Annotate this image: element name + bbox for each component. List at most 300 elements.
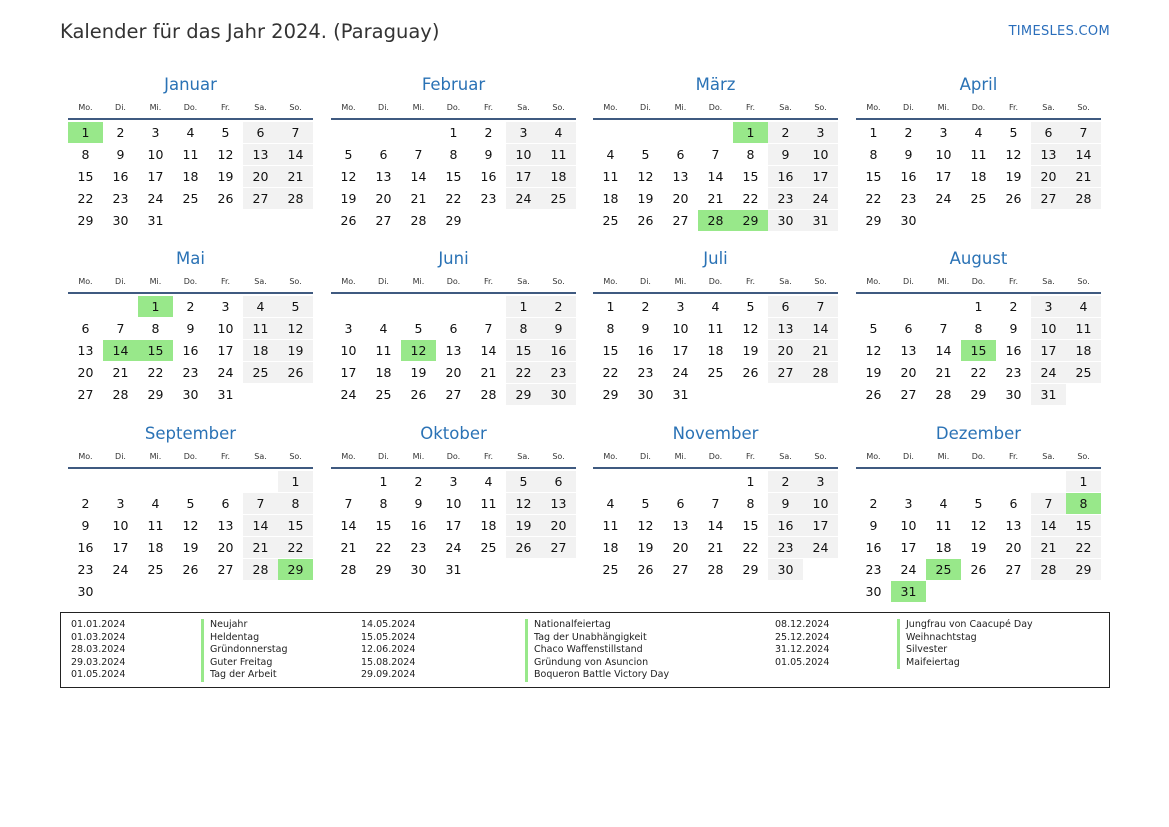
day-cell: 10 bbox=[935, 147, 952, 162]
holiday-date: 08.12.2024 bbox=[775, 619, 830, 630]
day-cell: 4 bbox=[151, 496, 160, 511]
empty-cell bbox=[856, 296, 891, 317]
holiday-name: Chaco Waffenstillstand bbox=[525, 644, 669, 657]
weekday-label: Mo. bbox=[341, 103, 356, 112]
day-cell: 24 bbox=[900, 562, 917, 577]
day-cell: 24 bbox=[112, 562, 129, 577]
day-cell: 7 bbox=[243, 493, 278, 514]
day-cell: 30 bbox=[768, 210, 803, 231]
day-cell: 3 bbox=[904, 496, 913, 511]
day-cell: 3 bbox=[803, 471, 838, 492]
week-row bbox=[856, 122, 1101, 144]
day-cell: 13 bbox=[375, 169, 392, 184]
empty-cell bbox=[366, 122, 401, 143]
day-cell: 2 bbox=[186, 299, 195, 314]
day-cell: 27 bbox=[900, 387, 917, 402]
day-cell: 22 bbox=[602, 365, 619, 380]
weekday-label: Di. bbox=[903, 103, 914, 112]
day-cell: 15 bbox=[445, 169, 462, 184]
day-cell: 30 bbox=[410, 562, 427, 577]
day-cell: 9 bbox=[641, 321, 650, 336]
month-title: Mai bbox=[176, 249, 205, 268]
day-cell: 30 bbox=[768, 559, 803, 580]
day-cell: 4 bbox=[243, 296, 278, 317]
day-cell: 2 bbox=[541, 296, 576, 317]
day-cell: 4 bbox=[484, 474, 493, 489]
day-cell: 1 bbox=[869, 125, 878, 140]
week-row bbox=[331, 362, 576, 384]
day-cell: 21 bbox=[340, 540, 357, 555]
month-juni bbox=[331, 247, 576, 406]
day-cell: 10 bbox=[1031, 318, 1066, 339]
day-cell: 27 bbox=[672, 213, 689, 228]
weekday-label: So. bbox=[289, 452, 302, 461]
day-cell: 2 bbox=[768, 122, 803, 143]
week-row bbox=[856, 471, 1101, 493]
weekday-header bbox=[68, 447, 313, 469]
weekday-label: Sa. bbox=[779, 103, 792, 112]
day-cell: 14 bbox=[278, 144, 313, 165]
week-row bbox=[331, 471, 576, 493]
day-cell: 23 bbox=[768, 537, 803, 558]
empty-cell bbox=[733, 384, 768, 405]
week-row bbox=[593, 559, 838, 581]
day-cell: 6 bbox=[676, 147, 685, 162]
day-cell: 20 bbox=[243, 166, 278, 187]
empty-cell bbox=[926, 581, 961, 602]
weekday-label: Sa. bbox=[1042, 277, 1055, 286]
weekday-label: Mi. bbox=[674, 103, 687, 112]
day-cell: 9 bbox=[541, 318, 576, 339]
weekday-label: Sa. bbox=[517, 103, 530, 112]
weekday-label: So. bbox=[814, 103, 827, 112]
holiday-date: 29.09.2024 bbox=[361, 669, 416, 680]
weekday-label: Mi. bbox=[674, 452, 687, 461]
month-juli bbox=[593, 247, 838, 406]
weekday-label: So. bbox=[1077, 277, 1090, 286]
legend-names bbox=[201, 619, 287, 682]
week-row bbox=[331, 144, 576, 166]
day-cell: 18 bbox=[480, 518, 497, 533]
day-cell: 18 bbox=[602, 540, 619, 555]
week-row bbox=[593, 210, 838, 232]
day-cell: 15 bbox=[961, 340, 996, 361]
day-cell: 9 bbox=[414, 496, 423, 511]
weekday-label: Mi. bbox=[937, 277, 950, 286]
day-cell: 2 bbox=[904, 125, 913, 140]
brand-link[interactable]: TIMESLES.COM bbox=[1008, 24, 1110, 39]
weekday-label: Di. bbox=[378, 277, 389, 286]
month-title: Oktober bbox=[420, 424, 487, 443]
holiday-name: Tag der Arbeit bbox=[201, 669, 287, 682]
day-cell: 3 bbox=[221, 299, 230, 314]
holiday-date: 01.05.2024 bbox=[71, 669, 126, 680]
weekday-label: Di. bbox=[903, 452, 914, 461]
empty-cell bbox=[541, 559, 576, 580]
day-cell: 10 bbox=[217, 321, 234, 336]
empty-cell bbox=[401, 122, 436, 143]
week-row bbox=[331, 493, 576, 515]
day-cell: 1 bbox=[506, 296, 541, 317]
day-cell: 24 bbox=[445, 540, 462, 555]
day-cell: 25 bbox=[602, 213, 619, 228]
day-cell: 11 bbox=[182, 147, 199, 162]
page-title: Kalender für das Jahr 2024. (Paraguay) bbox=[60, 20, 440, 43]
empty-cell bbox=[173, 471, 208, 492]
weekday-label: Di. bbox=[378, 103, 389, 112]
day-cell: 7 bbox=[803, 296, 838, 317]
day-cell: 5 bbox=[414, 321, 423, 336]
month-februar bbox=[331, 73, 576, 232]
week-row bbox=[856, 188, 1101, 210]
week-row bbox=[331, 188, 576, 210]
empty-cell bbox=[926, 471, 961, 492]
week-row bbox=[593, 166, 838, 188]
day-cell: 31 bbox=[1031, 384, 1066, 405]
day-cell: 17 bbox=[803, 515, 838, 536]
empty-cell bbox=[278, 581, 313, 602]
week-row bbox=[856, 537, 1101, 559]
legend-names bbox=[525, 619, 669, 682]
empty-cell bbox=[961, 471, 996, 492]
week-row bbox=[593, 144, 838, 166]
day-cell: 5 bbox=[344, 147, 353, 162]
weekday-label: Fr. bbox=[1008, 452, 1019, 461]
weekday-label: Fr. bbox=[745, 277, 756, 286]
day-cell: 19 bbox=[410, 365, 427, 380]
day-cell: 12 bbox=[182, 518, 199, 533]
weekday-label: Do. bbox=[971, 277, 986, 286]
empty-cell bbox=[961, 581, 996, 602]
weekday-header bbox=[856, 98, 1101, 120]
day-cell: 25 bbox=[602, 562, 619, 577]
month-title: September bbox=[144, 424, 237, 443]
day-cell: 23 bbox=[480, 191, 497, 206]
day-cell: 1 bbox=[138, 296, 173, 317]
weekday-label: Do. bbox=[183, 452, 198, 461]
day-cell: 7 bbox=[1066, 122, 1101, 143]
day-cell: 26 bbox=[340, 213, 357, 228]
day-cell: 27 bbox=[375, 213, 392, 228]
weekday-label: Do. bbox=[971, 103, 986, 112]
day-cell: 4 bbox=[711, 299, 720, 314]
holiday-date: 14.05.2024 bbox=[361, 619, 416, 630]
day-cell: 22 bbox=[865, 191, 882, 206]
week-row bbox=[331, 166, 576, 188]
day-cell: 28 bbox=[707, 562, 724, 577]
weekday-label: Fr. bbox=[483, 103, 494, 112]
weekday-label: Sa. bbox=[779, 277, 792, 286]
empty-cell bbox=[208, 210, 243, 231]
day-cell: 9 bbox=[869, 518, 878, 533]
empty-cell bbox=[436, 296, 471, 317]
day-cell: 19 bbox=[742, 343, 759, 358]
weekday-label: Mi. bbox=[674, 277, 687, 286]
weekday-label: Di. bbox=[640, 452, 651, 461]
day-cell: 16 bbox=[77, 540, 94, 555]
weekday-label: Mo. bbox=[603, 277, 618, 286]
weekday-header bbox=[856, 447, 1101, 469]
weekday-header bbox=[68, 272, 313, 294]
day-cell: 30 bbox=[182, 387, 199, 402]
day-cell: 9 bbox=[904, 147, 913, 162]
month-title: Februar bbox=[421, 75, 486, 94]
day-cell: 31 bbox=[672, 387, 689, 402]
day-cell: 3 bbox=[803, 122, 838, 143]
month-title: Dezember bbox=[935, 424, 1022, 443]
day-cell: 1 bbox=[974, 299, 983, 314]
day-cell: 30 bbox=[865, 584, 882, 599]
day-cell: 21 bbox=[707, 191, 724, 206]
holiday-date: 31.12.2024 bbox=[775, 644, 830, 655]
day-cell: 7 bbox=[116, 321, 125, 336]
weekday-label: Do. bbox=[183, 277, 198, 286]
week-row bbox=[856, 559, 1101, 581]
day-cell: 17 bbox=[217, 343, 234, 358]
empty-cell bbox=[331, 122, 366, 143]
day-cell: 5 bbox=[278, 296, 313, 317]
day-cell: 2 bbox=[1009, 299, 1018, 314]
empty-cell bbox=[506, 210, 541, 231]
weekday-label: So. bbox=[1077, 103, 1090, 112]
day-cell: 30 bbox=[77, 584, 94, 599]
weekday-label: So. bbox=[552, 452, 565, 461]
empty-cell bbox=[768, 384, 803, 405]
day-cell: 22 bbox=[375, 540, 392, 555]
day-cell: 28 bbox=[1031, 559, 1066, 580]
day-cell: 26 bbox=[637, 562, 654, 577]
week-row bbox=[593, 537, 838, 559]
empty-cell bbox=[803, 559, 838, 580]
day-cell: 9 bbox=[484, 147, 493, 162]
day-cell: 27 bbox=[672, 562, 689, 577]
weekday-label: Sa. bbox=[254, 103, 267, 112]
day-cell: 14 bbox=[340, 518, 357, 533]
day-cell: 10 bbox=[803, 144, 838, 165]
weekday-header bbox=[593, 447, 838, 469]
day-cell: 16 bbox=[1005, 343, 1022, 358]
day-cell: 23 bbox=[77, 562, 94, 577]
weekday-label: Mi. bbox=[149, 103, 162, 112]
empty-cell bbox=[698, 384, 733, 405]
week-row bbox=[331, 210, 576, 232]
week-row bbox=[331, 384, 576, 406]
week-row bbox=[331, 537, 576, 559]
week-row bbox=[68, 318, 313, 340]
day-cell: 6 bbox=[379, 147, 388, 162]
day-cell: 8 bbox=[746, 147, 755, 162]
day-cell: 3 bbox=[116, 496, 125, 511]
day-cell: 7 bbox=[344, 496, 353, 511]
day-cell: 5 bbox=[1009, 125, 1018, 140]
day-cell: 12 bbox=[865, 343, 882, 358]
day-cell: 5 bbox=[186, 496, 195, 511]
weekday-header bbox=[68, 98, 313, 120]
day-cell: 5 bbox=[641, 496, 650, 511]
weekday-label: So. bbox=[289, 277, 302, 286]
day-cell: 24 bbox=[147, 191, 164, 206]
empty-cell bbox=[856, 471, 891, 492]
day-cell: 11 bbox=[480, 496, 497, 511]
day-cell: 17 bbox=[900, 540, 917, 555]
week-row bbox=[856, 166, 1101, 188]
empty-cell bbox=[1066, 384, 1101, 405]
day-cell: 8 bbox=[278, 493, 313, 514]
day-cell: 3 bbox=[939, 125, 948, 140]
day-cell: 15 bbox=[375, 518, 392, 533]
legend-names bbox=[897, 619, 1033, 669]
day-cell: 14 bbox=[410, 169, 427, 184]
weekday-label: Fr. bbox=[1008, 277, 1019, 286]
day-cell: 12 bbox=[637, 169, 654, 184]
weekday-label: Fr. bbox=[220, 277, 231, 286]
holiday-name: Heldentag bbox=[201, 632, 287, 645]
month-januar bbox=[68, 73, 313, 232]
week-row bbox=[331, 296, 576, 318]
day-cell: 21 bbox=[803, 340, 838, 361]
empty-cell bbox=[803, 384, 838, 405]
weekday-label: Di. bbox=[115, 277, 126, 286]
empty-cell bbox=[243, 471, 278, 492]
weekday-label: Mi. bbox=[149, 277, 162, 286]
empty-cell bbox=[68, 471, 103, 492]
day-cell: 29 bbox=[375, 562, 392, 577]
empty-cell bbox=[628, 122, 663, 143]
day-cell: 15 bbox=[602, 343, 619, 358]
day-cell: 7 bbox=[1031, 493, 1066, 514]
empty-cell bbox=[891, 296, 926, 317]
day-cell: 25 bbox=[1066, 362, 1101, 383]
day-cell: 12 bbox=[742, 321, 759, 336]
day-cell: 17 bbox=[340, 365, 357, 380]
day-cell: 18 bbox=[1066, 340, 1101, 361]
day-cell: 11 bbox=[707, 321, 724, 336]
day-cell: 28 bbox=[112, 387, 129, 402]
day-cell: 9 bbox=[768, 493, 803, 514]
day-cell: 27 bbox=[541, 537, 576, 558]
day-cell: 20 bbox=[541, 515, 576, 536]
empty-cell bbox=[208, 471, 243, 492]
day-cell: 8 bbox=[506, 318, 541, 339]
weekday-label: Do. bbox=[708, 277, 723, 286]
empty-cell bbox=[593, 471, 628, 492]
empty-cell bbox=[593, 122, 628, 143]
day-cell: 22 bbox=[445, 191, 462, 206]
week-row bbox=[331, 559, 576, 581]
day-cell: 4 bbox=[606, 496, 615, 511]
weekday-label: Mi. bbox=[937, 103, 950, 112]
day-cell: 10 bbox=[445, 496, 462, 511]
day-cell: 19 bbox=[637, 540, 654, 555]
day-cell: 18 bbox=[182, 169, 199, 184]
day-cell: 20 bbox=[1031, 166, 1066, 187]
weekday-label: Mo. bbox=[603, 103, 618, 112]
day-cell: 7 bbox=[484, 321, 493, 336]
weekday-label: Sa. bbox=[254, 452, 267, 461]
day-cell: 9 bbox=[1009, 321, 1018, 336]
day-cell: 5 bbox=[746, 299, 755, 314]
day-cell: 28 bbox=[698, 210, 733, 231]
empty-cell bbox=[331, 296, 366, 317]
empty-cell bbox=[401, 296, 436, 317]
day-cell: 23 bbox=[768, 188, 803, 209]
week-row bbox=[68, 384, 313, 406]
empty-cell bbox=[961, 210, 996, 231]
day-cell: 26 bbox=[637, 213, 654, 228]
day-cell: 3 bbox=[506, 122, 541, 143]
day-cell: 21 bbox=[935, 365, 952, 380]
empty-cell bbox=[1031, 210, 1066, 231]
month-mai bbox=[68, 247, 313, 406]
day-cell: 23 bbox=[182, 365, 199, 380]
day-cell: 19 bbox=[340, 191, 357, 206]
day-cell: 19 bbox=[637, 191, 654, 206]
day-cell: 29 bbox=[506, 384, 541, 405]
empty-cell bbox=[68, 296, 103, 317]
day-cell: 19 bbox=[506, 515, 541, 536]
day-cell: 27 bbox=[445, 387, 462, 402]
day-cell: 18 bbox=[541, 166, 576, 187]
week-row bbox=[68, 559, 313, 581]
day-cell: 21 bbox=[112, 365, 129, 380]
day-cell: 26 bbox=[278, 362, 313, 383]
day-cell: 29 bbox=[970, 387, 987, 402]
day-cell: 20 bbox=[900, 365, 917, 380]
day-cell: 14 bbox=[935, 343, 952, 358]
day-cell: 14 bbox=[1031, 515, 1066, 536]
month-title: Juli bbox=[703, 249, 728, 268]
day-cell: 31 bbox=[803, 210, 838, 231]
holiday-date: 29.03.2024 bbox=[71, 656, 126, 668]
day-cell: 5 bbox=[974, 496, 983, 511]
day-cell: 25 bbox=[480, 540, 497, 555]
weekday-label: Fr. bbox=[220, 452, 231, 461]
day-cell: 8 bbox=[379, 496, 388, 511]
day-cell: 4 bbox=[541, 122, 576, 143]
day-cell: 6 bbox=[768, 296, 803, 317]
holiday-name: Maifeiertag bbox=[897, 657, 1033, 670]
day-cell: 27 bbox=[768, 362, 803, 383]
day-cell: 7 bbox=[711, 147, 720, 162]
day-cell: 6 bbox=[904, 321, 913, 336]
week-row bbox=[593, 188, 838, 210]
week-row bbox=[856, 384, 1101, 406]
empty-cell bbox=[996, 471, 1031, 492]
holiday-date: 25.12.2024 bbox=[775, 631, 830, 643]
month-title: Juni bbox=[438, 249, 469, 268]
day-cell: 8 bbox=[449, 147, 458, 162]
day-cell: 23 bbox=[1005, 365, 1022, 380]
day-cell: 2 bbox=[768, 471, 803, 492]
day-cell: 11 bbox=[602, 518, 619, 533]
day-cell: 29 bbox=[733, 210, 768, 231]
day-cell: 2 bbox=[414, 474, 423, 489]
week-row bbox=[856, 515, 1101, 537]
holiday-name: Nationalfeiertag bbox=[525, 619, 669, 632]
day-cell: 4 bbox=[379, 321, 388, 336]
day-cell: 15 bbox=[1066, 515, 1101, 536]
weekday-label: Di. bbox=[640, 277, 651, 286]
empty-cell bbox=[926, 210, 961, 231]
day-cell: 26 bbox=[410, 387, 427, 402]
holiday-date: 28.03.2024 bbox=[71, 644, 126, 655]
day-cell: 5 bbox=[221, 125, 230, 140]
empty-cell bbox=[891, 471, 926, 492]
day-cell: 13 bbox=[217, 518, 234, 533]
weekday-label: Fr. bbox=[483, 452, 494, 461]
day-cell: 7 bbox=[711, 496, 720, 511]
day-cell: 15 bbox=[278, 515, 313, 536]
